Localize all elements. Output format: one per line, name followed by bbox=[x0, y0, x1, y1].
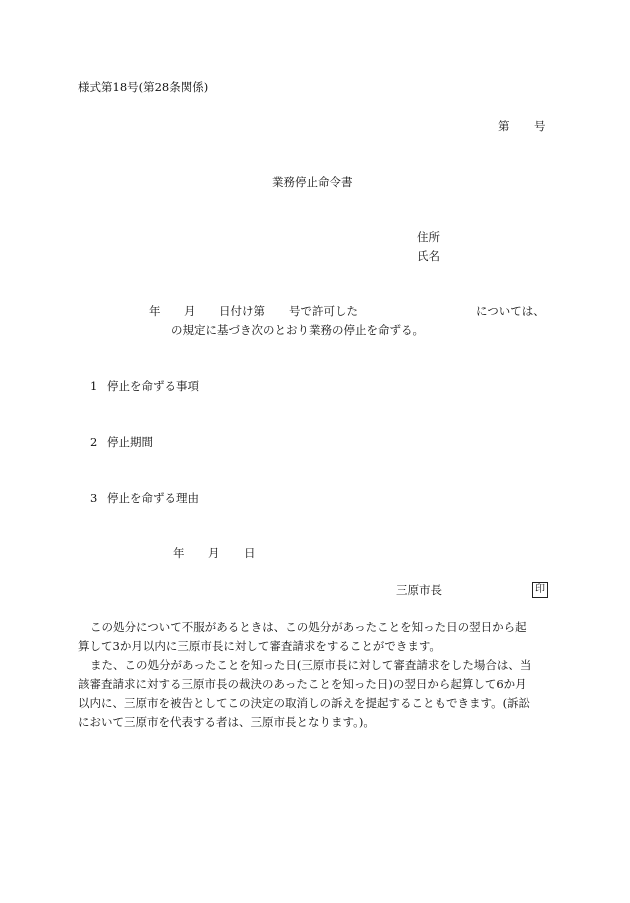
notice-p1-line2: 算して3か月以内に三原市長に対して審査請求をすることができます。 bbox=[78, 639, 441, 653]
doc-number-go: 号 bbox=[534, 119, 546, 133]
intro-dated-no: 日付け第 bbox=[219, 304, 265, 318]
notice-p1-line1: この処分について不服があるときは、この処分があったことを知った日の翌日から起 bbox=[90, 620, 527, 634]
date-month: 月 bbox=[208, 546, 220, 560]
address-label: 住所 bbox=[417, 230, 440, 244]
date-day: 日 bbox=[244, 546, 256, 560]
section-3-label: 停止を命ずる理由 bbox=[107, 491, 199, 505]
notice-p2-line2: 該審査請求に対する三原市長の裁決のあったことを知った日)の翌日から起算して6か月 bbox=[78, 677, 527, 691]
intro-year: 年 bbox=[149, 304, 161, 318]
notice-p2-line3: 以内に、三原市を被告としてこの決定の取消しの訴えを提起することもできます。(訴訟 bbox=[78, 696, 531, 710]
notice-p2-line1: また、この処分があったことを知った日(三原市長に対して審査請求をした場合は、当 bbox=[90, 658, 532, 672]
doc-number-dai: 第 bbox=[498, 119, 510, 133]
date-year: 年 bbox=[173, 546, 185, 560]
intro-line2: の規定に基づき次のとおり業務の停止を命ずる。 bbox=[171, 323, 424, 337]
notice-p2-line4: において三原市を代表する者は、三原市長となります。)。 bbox=[78, 715, 375, 729]
intro-permitted: 号で許可した bbox=[289, 304, 358, 318]
document-title: 業務停止命令書 bbox=[272, 175, 353, 189]
form-number: 様式第18号(第28条関係) bbox=[78, 80, 209, 94]
section-1-number: 1 bbox=[90, 379, 98, 393]
issuer-name: 三原市長 bbox=[396, 583, 442, 597]
seal-mark: 印 bbox=[532, 582, 548, 598]
section-2-number: 2 bbox=[90, 435, 98, 449]
name-label: 氏名 bbox=[417, 249, 440, 263]
section-2-label: 停止期間 bbox=[107, 435, 153, 449]
intro-regarding: については、 bbox=[476, 304, 545, 318]
intro-month: 月 bbox=[184, 304, 196, 318]
section-1-label: 停止を命ずる事項 bbox=[107, 379, 199, 393]
section-3-number: 3 bbox=[90, 491, 98, 505]
